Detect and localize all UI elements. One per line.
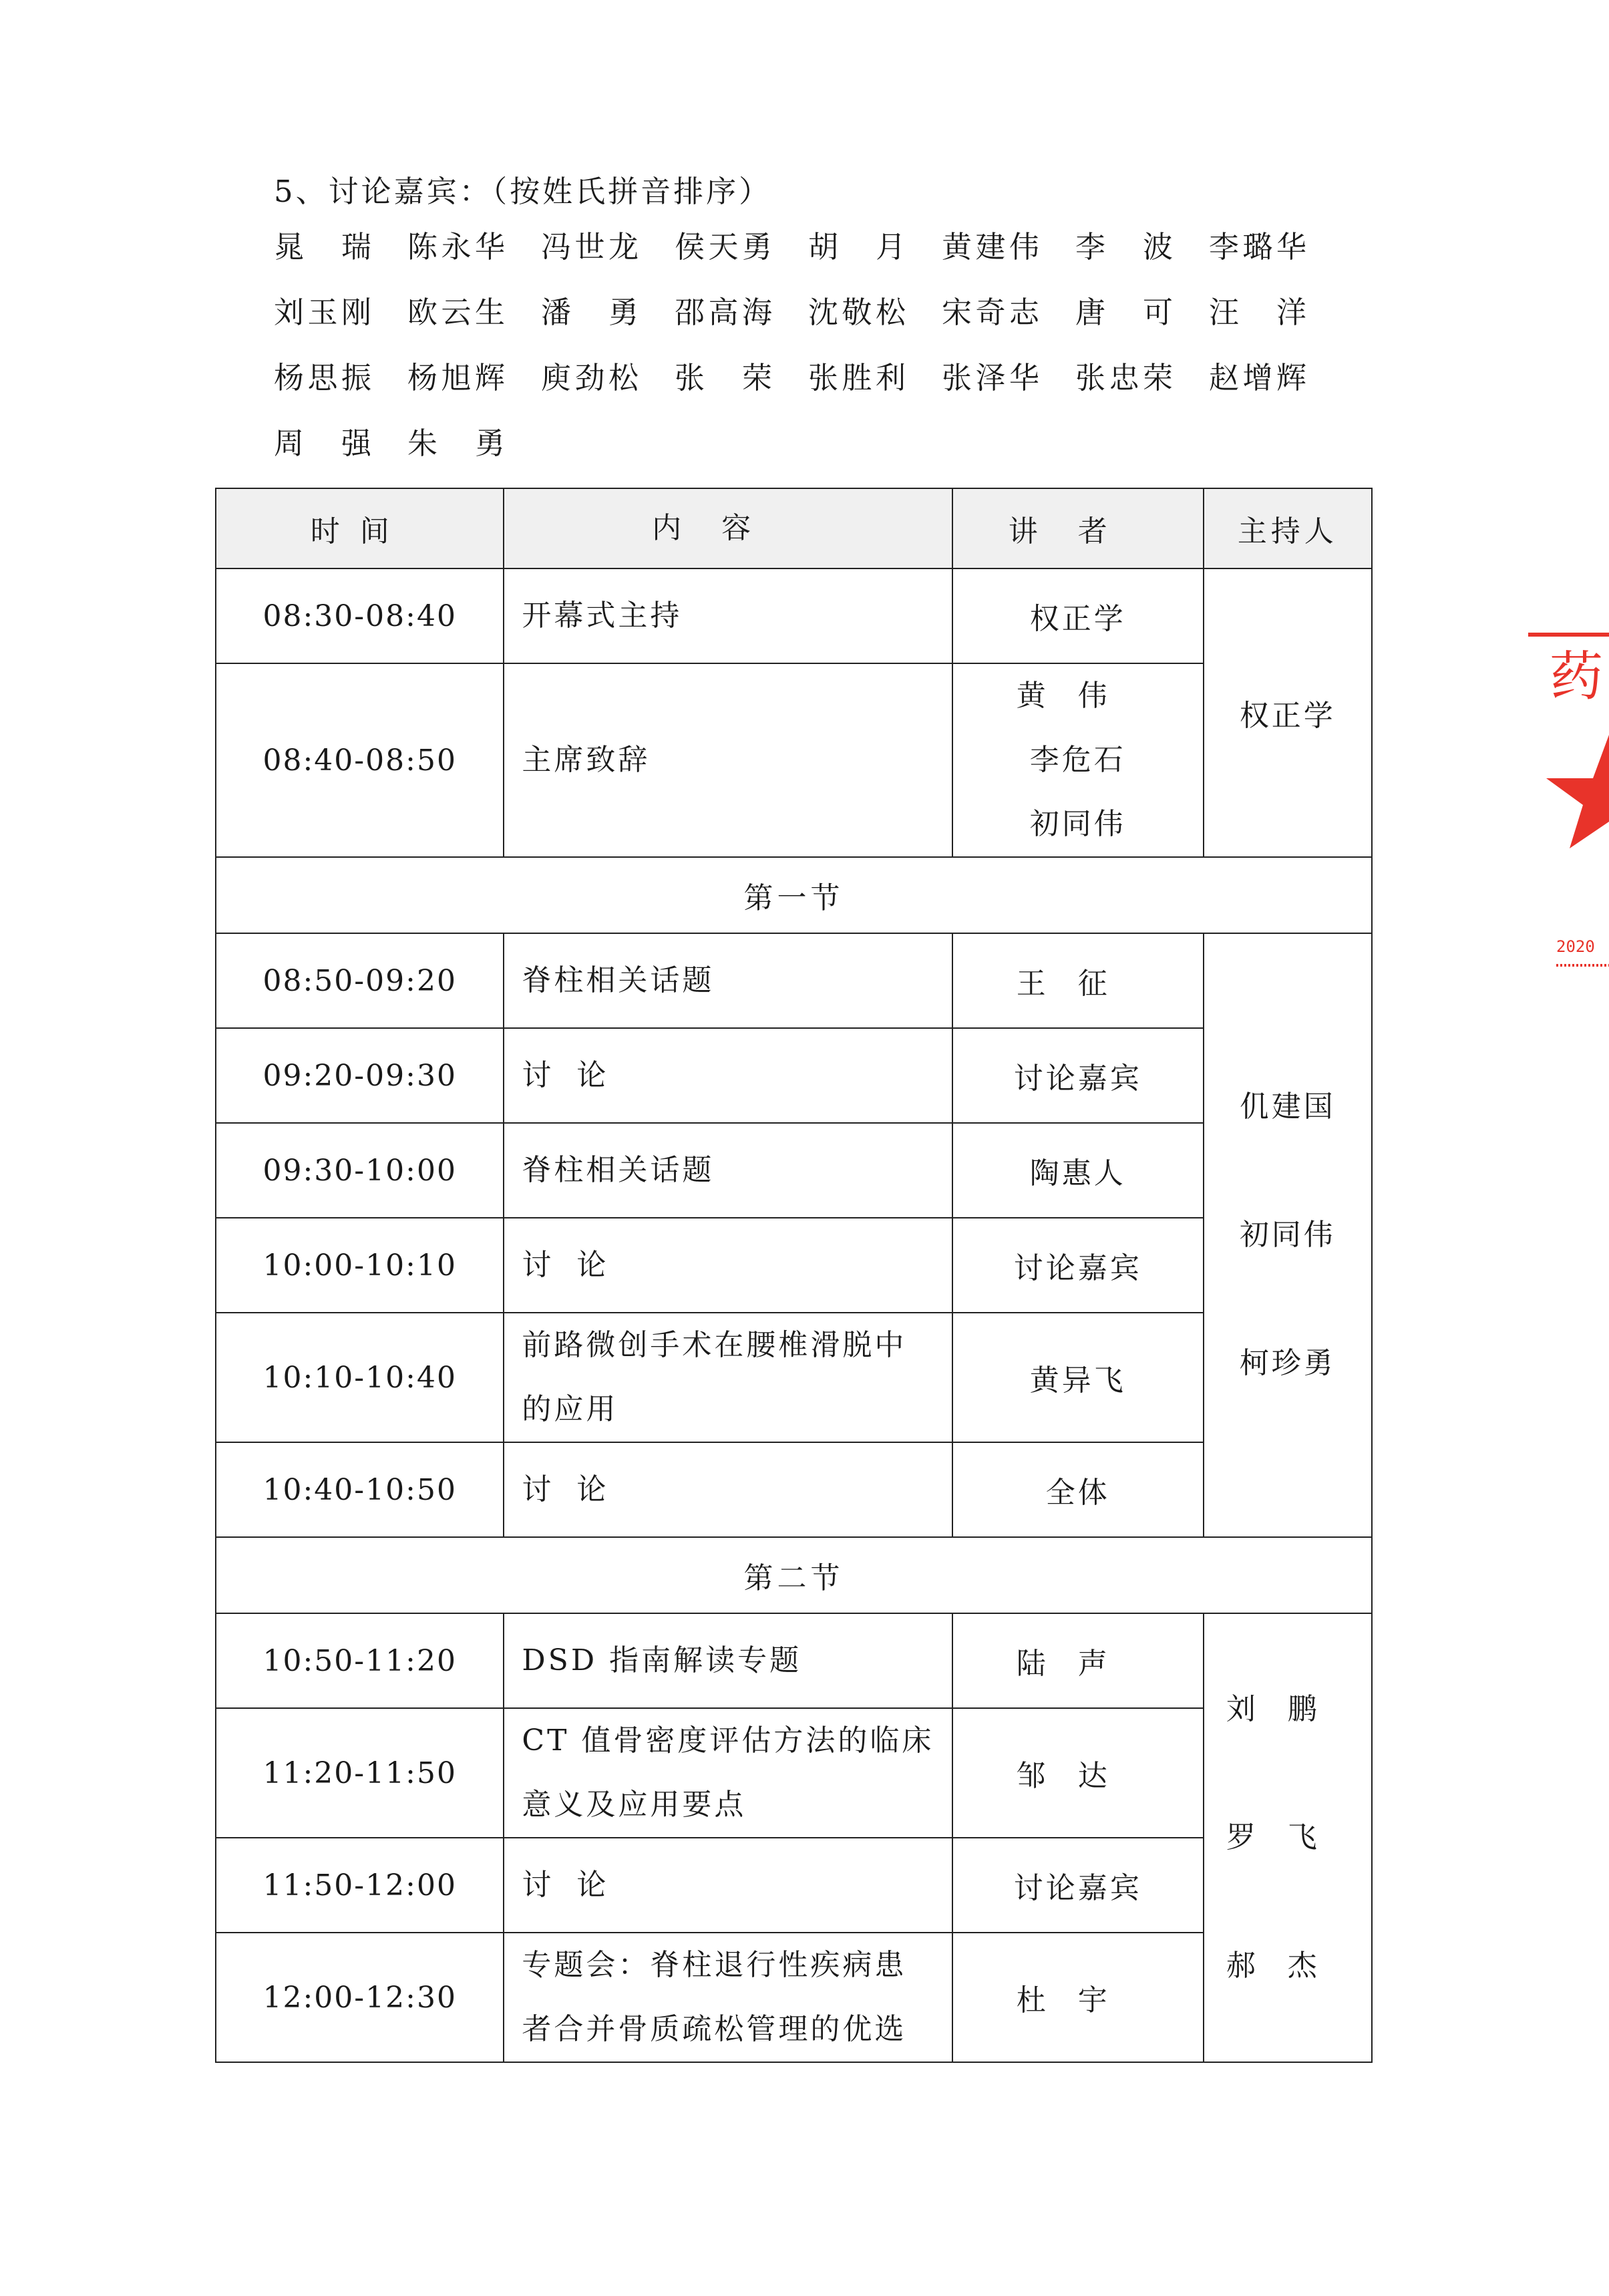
row-time: 09:30-10:00 bbox=[216, 1123, 504, 1218]
guest-name-char: 张 bbox=[675, 359, 705, 395]
guest-name-char: 沈 bbox=[808, 294, 839, 330]
guest-name bbox=[675, 224, 772, 264]
row-speaker: 讨论嘉宾 bbox=[952, 1218, 1204, 1313]
guest-name-char: 建 bbox=[975, 228, 1006, 265]
guest-name-char: 增 bbox=[1242, 359, 1273, 395]
row-time: 10:10-10:40 bbox=[216, 1313, 504, 1442]
guest-name bbox=[274, 224, 371, 264]
guest-name-char: 宋 bbox=[942, 294, 972, 330]
host-name: 罗飞 bbox=[1226, 1820, 1349, 1854]
table-row bbox=[216, 1028, 1372, 1123]
row-content: 脊柱相关话题 bbox=[504, 1123, 952, 1218]
row-speaker: 杜宇 bbox=[952, 1933, 1204, 2062]
guest-name-char: 洋 bbox=[1276, 294, 1306, 330]
guest-name-char: 黄 bbox=[942, 228, 972, 265]
row-content: 讨论 bbox=[504, 1218, 952, 1313]
row-content: DSD 指南解读专题 bbox=[504, 1613, 952, 1708]
row-time: 11:50-12:00 bbox=[216, 1838, 504, 1933]
row-speaker: 王征 bbox=[952, 933, 1204, 1028]
guest-name-char: 华 bbox=[1276, 228, 1306, 265]
guest-name-char: 胜 bbox=[842, 359, 872, 395]
row-speaker: 陶惠人 bbox=[952, 1123, 1204, 1218]
guest-name-char: 敬 bbox=[842, 294, 872, 330]
guest-name-char: 可 bbox=[1142, 294, 1173, 330]
guest-name-char: 刘 bbox=[274, 294, 305, 330]
guest-name bbox=[274, 355, 371, 395]
table-row bbox=[216, 933, 1372, 1028]
guest-name bbox=[1075, 224, 1173, 264]
guest-list bbox=[274, 224, 1343, 460]
table-row bbox=[216, 1933, 1372, 2062]
guest-name-char: 刚 bbox=[341, 294, 371, 330]
guest-name-char: 松 bbox=[875, 294, 906, 330]
guest-name-char: 赵 bbox=[1209, 359, 1240, 395]
row-time: 08:40-08:50 bbox=[216, 663, 504, 857]
row-time: 08:30-08:40 bbox=[216, 568, 504, 663]
official-seal bbox=[1516, 601, 1609, 1002]
header-content: 内容 bbox=[504, 488, 952, 568]
guest-name-char: 杨 bbox=[407, 359, 438, 395]
guest-name-char: 奇 bbox=[975, 294, 1006, 330]
table-row bbox=[216, 1313, 1372, 1442]
header-host: 主持人 bbox=[1204, 488, 1372, 568]
guest-name-char: 张 bbox=[942, 359, 972, 395]
row-content: 脊柱相关话题 bbox=[504, 933, 952, 1028]
guest-name-char: 荣 bbox=[1142, 359, 1173, 395]
seal-year-text: 2020 bbox=[1556, 937, 1595, 956]
row-speaker: 黄异飞 bbox=[952, 1313, 1204, 1442]
guest-name-char: 潘 bbox=[541, 294, 572, 330]
guest-list-heading: 5、讨论嘉宾：（按姓氏拼音排序） bbox=[274, 174, 772, 209]
row-content: 讨论 bbox=[504, 1442, 952, 1537]
speaker-name: 初同伟 bbox=[1029, 807, 1126, 841]
table-header-row bbox=[216, 488, 1372, 568]
guest-name bbox=[541, 355, 639, 395]
guest-name-char: 朱 bbox=[407, 425, 438, 461]
table-row bbox=[216, 1442, 1372, 1537]
row-time: 08:50-09:20 bbox=[216, 933, 504, 1028]
guest-name-char: 勇 bbox=[474, 425, 505, 461]
guest-name bbox=[407, 224, 505, 264]
row-time: 10:00-10:10 bbox=[216, 1218, 504, 1313]
guest-name bbox=[808, 289, 906, 329]
guest-name-char: 李 bbox=[1075, 228, 1106, 265]
guest-name bbox=[942, 289, 1039, 329]
guest-name bbox=[274, 289, 371, 329]
guest-name-char: 辉 bbox=[474, 359, 505, 395]
table-row bbox=[216, 1708, 1372, 1838]
guest-name-char: 欧 bbox=[407, 294, 438, 330]
row-time: 11:20-11:50 bbox=[216, 1708, 504, 1838]
speaker-name: 黄伟 bbox=[1016, 679, 1139, 713]
guest-name bbox=[541, 289, 639, 329]
host-name: 郝杰 bbox=[1226, 1949, 1349, 1983]
schedule-table bbox=[215, 488, 1373, 2063]
row-time: 10:40-10:50 bbox=[216, 1442, 504, 1537]
guest-name-char: 志 bbox=[1009, 294, 1039, 330]
guest-name bbox=[1209, 224, 1306, 264]
section1-hosts bbox=[1204, 933, 1372, 1537]
guest-name bbox=[942, 355, 1039, 395]
row-time: 10:50-11:20 bbox=[216, 1613, 504, 1708]
header-time: 时间 bbox=[216, 488, 504, 568]
guest-name-char: 伟 bbox=[1009, 228, 1039, 265]
table-row bbox=[216, 1613, 1372, 1708]
guest-name-char: 李 bbox=[1209, 228, 1240, 265]
guest-name-char: 辉 bbox=[1276, 359, 1306, 395]
row-speaker: 邹达 bbox=[952, 1708, 1204, 1838]
guest-name-char: 龙 bbox=[608, 228, 639, 265]
guest-name-char: 唐 bbox=[1075, 294, 1106, 330]
guest-name bbox=[1209, 289, 1306, 329]
table-row bbox=[216, 1838, 1372, 1933]
host-name: 初同伟 bbox=[1239, 1218, 1336, 1252]
guest-name-char: 玉 bbox=[307, 294, 338, 330]
guest-name-char: 张 bbox=[1075, 359, 1106, 395]
guest-name-char: 张 bbox=[808, 359, 839, 395]
guest-name-char: 璐 bbox=[1242, 228, 1273, 265]
host-name: 刘鹏 bbox=[1226, 1692, 1349, 1726]
guest-name-char: 高 bbox=[708, 294, 739, 330]
seal-star-icon bbox=[1546, 735, 1609, 848]
guest-name bbox=[675, 289, 772, 329]
guest-name-char: 旭 bbox=[441, 359, 472, 395]
guest-name-char: 海 bbox=[741, 294, 772, 330]
guest-name-char: 荣 bbox=[741, 359, 772, 395]
row-time: 09:20-09:30 bbox=[216, 1028, 504, 1123]
guest-name-char: 振 bbox=[341, 359, 371, 395]
guest-name bbox=[1075, 289, 1173, 329]
guest-name bbox=[407, 289, 505, 329]
seal-character: 药 bbox=[1550, 645, 1603, 707]
guest-name-char: 波 bbox=[1142, 228, 1173, 265]
guest-name bbox=[808, 224, 906, 264]
guest-name-char: 忠 bbox=[1109, 359, 1139, 395]
guest-name-char: 庾 bbox=[541, 359, 572, 395]
row-speakers bbox=[952, 663, 1204, 857]
row-content: 专题会：脊柱退行性疾病患者合并骨质疏松管理的优选 bbox=[504, 1933, 952, 2062]
row-content: 主席致辞 bbox=[504, 663, 952, 857]
host-name: 仉建国 bbox=[1239, 1090, 1336, 1124]
guest-name-char: 勇 bbox=[608, 294, 639, 330]
row-content: 开幕式主持 bbox=[504, 568, 952, 663]
guest-name-char: 汪 bbox=[1209, 294, 1240, 330]
guest-name bbox=[407, 355, 505, 395]
table-row bbox=[216, 1123, 1372, 1218]
guest-name bbox=[1209, 355, 1306, 395]
guest-name-char: 勇 bbox=[741, 228, 772, 265]
guest-name bbox=[274, 420, 371, 460]
row-content: 前路微创手术在腰椎滑脱中的应用 bbox=[504, 1313, 952, 1442]
section2-hosts bbox=[1204, 1613, 1372, 2062]
speaker-name: 李危石 bbox=[1029, 743, 1126, 777]
guest-name-char: 永 bbox=[441, 228, 472, 265]
row-content: CT 值骨密度评估方法的临床意义及应用要点 bbox=[504, 1708, 952, 1838]
guest-name bbox=[407, 420, 505, 460]
row-speaker: 讨论嘉宾 bbox=[952, 1028, 1204, 1123]
header-speaker: 讲者 bbox=[952, 488, 1204, 568]
guest-name bbox=[1075, 355, 1173, 395]
table-row bbox=[216, 1218, 1372, 1313]
guest-name-char: 利 bbox=[875, 359, 906, 395]
guest-name bbox=[541, 224, 639, 264]
guest-name-char: 冯 bbox=[541, 228, 572, 265]
row-speaker: 讨论嘉宾 bbox=[952, 1838, 1204, 1933]
section-row bbox=[216, 857, 1372, 933]
guest-name-char: 陈 bbox=[407, 228, 438, 265]
guest-name-char: 天 bbox=[708, 228, 739, 265]
row-speaker: 陆声 bbox=[952, 1613, 1204, 1708]
guest-name-char: 华 bbox=[1009, 359, 1039, 395]
row-speaker: 权正学 bbox=[952, 568, 1204, 663]
guest-name bbox=[942, 224, 1039, 264]
guest-name-char: 世 bbox=[574, 228, 605, 265]
table-row bbox=[216, 663, 1372, 857]
row-content: 讨论 bbox=[504, 1838, 952, 1933]
guest-name bbox=[808, 355, 906, 395]
guest-name-char: 生 bbox=[474, 294, 505, 330]
guest-name-char: 强 bbox=[341, 425, 371, 461]
section-row bbox=[216, 1537, 1372, 1613]
guest-name-char: 月 bbox=[875, 228, 906, 265]
guest-name-char: 瑞 bbox=[341, 228, 371, 265]
guest-name-char: 晁 bbox=[274, 228, 305, 265]
guest-name-char: 思 bbox=[307, 359, 338, 395]
guest-name-char: 华 bbox=[474, 228, 505, 265]
guest-name bbox=[675, 355, 772, 395]
section-title: 第二节 bbox=[216, 1537, 1372, 1613]
guest-name-char: 松 bbox=[608, 359, 639, 395]
guest-name-char: 侯 bbox=[675, 228, 705, 265]
guest-name-char: 泽 bbox=[975, 359, 1006, 395]
guest-name-char: 胡 bbox=[808, 228, 839, 265]
guest-name-char: 杨 bbox=[274, 359, 305, 395]
guest-name-char: 云 bbox=[441, 294, 472, 330]
table-row bbox=[216, 568, 1372, 663]
opening-host: 权正学 bbox=[1204, 568, 1372, 857]
guest-name-char: 周 bbox=[274, 425, 305, 461]
row-speaker: 全体 bbox=[952, 1442, 1204, 1537]
host-name: 柯珍勇 bbox=[1239, 1346, 1336, 1380]
row-content: 讨论 bbox=[504, 1028, 952, 1123]
guest-name-char: 邵 bbox=[675, 294, 705, 330]
row-time: 12:00-12:30 bbox=[216, 1933, 504, 2062]
guest-name-char: 劲 bbox=[574, 359, 605, 395]
section-title: 第一节 bbox=[216, 857, 1372, 933]
